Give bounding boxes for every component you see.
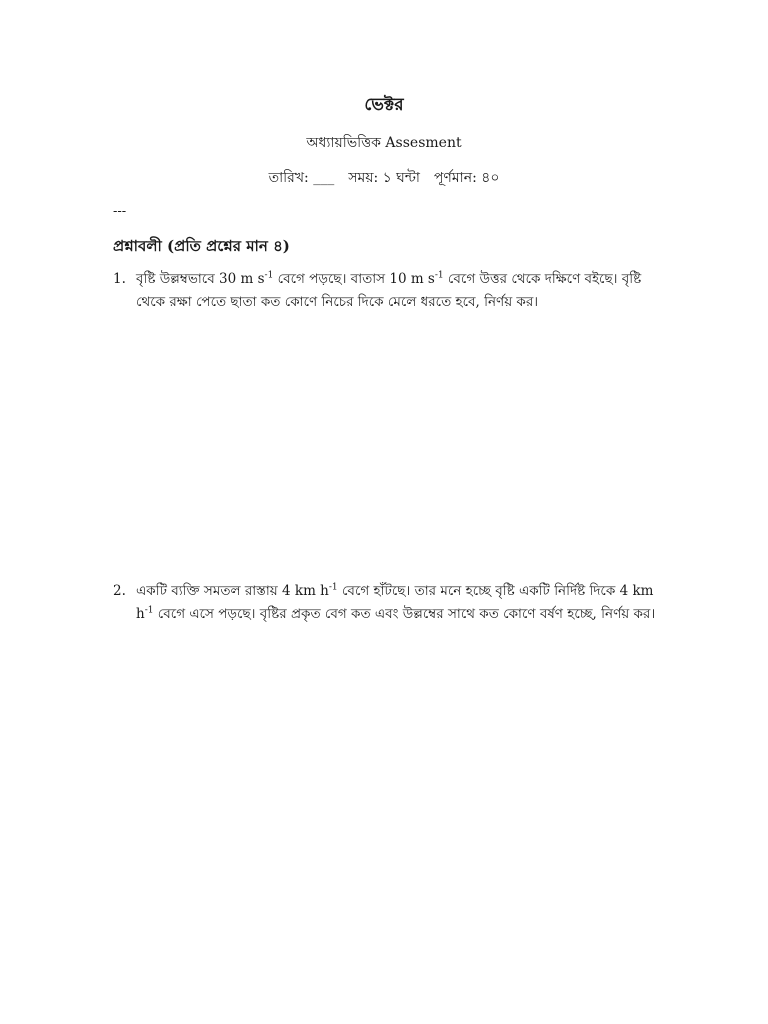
question-number: 2. xyxy=(113,583,126,599)
page-subtitle: অধ্যায়ভিত্তিক Assesment xyxy=(306,135,462,151)
divider: --- xyxy=(113,204,127,219)
question-1 xyxy=(113,268,658,314)
marks-label: পূর্ণমান: ৪০ xyxy=(433,170,500,186)
question-text: একটি ব্যক্তি সমতল রাস্তায় 4 km $h^{-1}$ বেগে হাঁটছে। তার মনে হচ্ছে বৃষ্টি একটি নির্দিষ্ট দিকে 4 km $h^{-1}$ বেগে এসে পড়ছে। বৃষ্টির প্রকৃত বেগ কত এবং উল্লম্বের সাথে কত কোণে বর্ষণ হচ্ছে, নির্ণয় কর। xyxy=(136,582,656,622)
exam-meta xyxy=(0,166,768,190)
question-text: বৃষ্টি উল্লম্বভাবে 30 m $s^{-1}$ বেগে পড়ছে। বাতাস 10 m $s^{-1}$ বেগে উত্তর থেকে দক্ষিণে বইছে। বৃষ্টি থেকে রক্ষা পেতে ছাতা কত কোণে নিচের দিকে মেলে ধরতে হবে, নির্ণয় কর। xyxy=(136,270,642,310)
section-heading: প্রশ্নাবলী (প্রতি প্রশ্নের মান ৪) xyxy=(113,237,290,255)
time-label: সময়: ১ ঘন্টা xyxy=(348,170,420,186)
page-title: ভেক্টর xyxy=(364,95,404,115)
date-label: তারিখ: ___ xyxy=(268,170,335,186)
question-number: 1. xyxy=(113,271,126,287)
question-2 xyxy=(113,580,658,626)
